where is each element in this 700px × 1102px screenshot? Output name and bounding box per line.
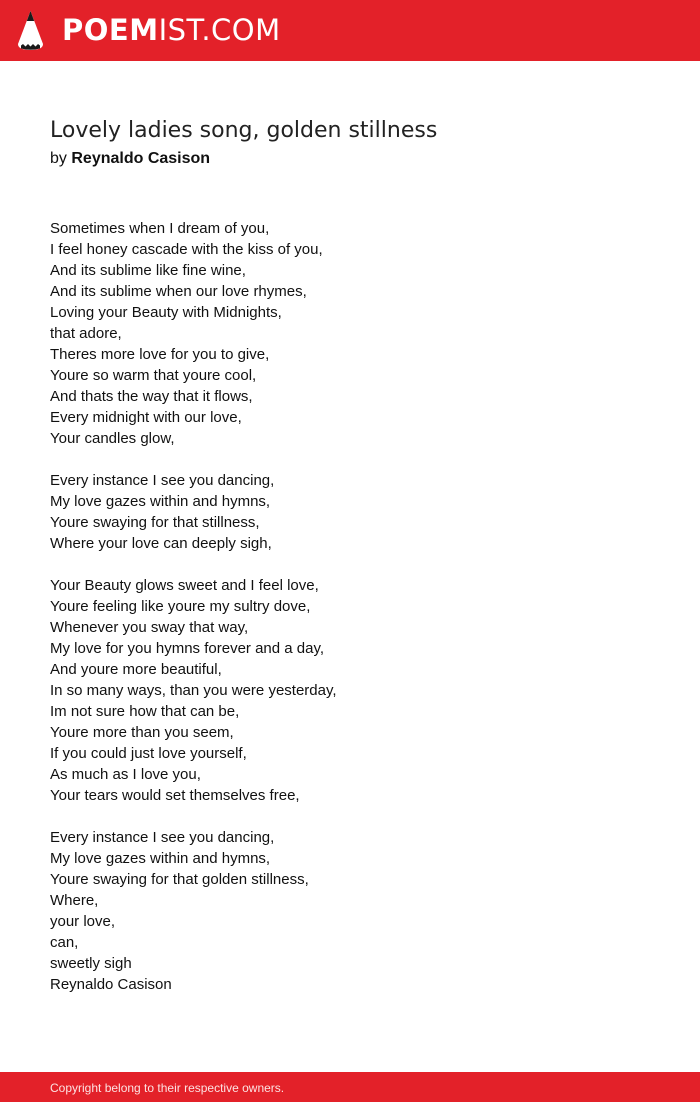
brand-name-light: IST.COM	[158, 13, 281, 47]
poem-line: Youre swaying for that stillness,	[50, 514, 260, 531]
poem-line: Your Beauty glows sweet and I feel love,	[50, 577, 319, 594]
byline	[50, 148, 210, 170]
poem-line: And its sublime when our love rhymes,	[50, 283, 307, 300]
byline-prefix: by	[50, 150, 67, 167]
poem-line: If you could just love yourself,	[50, 745, 247, 762]
poem-stanza	[50, 470, 650, 554]
poem-line: Youre feeling like youre my sultry dove,	[50, 598, 311, 615]
poem-line: And thats the way that it flows,	[50, 388, 253, 405]
poem-line: Loving your Beauty with Midnights,	[50, 304, 282, 321]
poem-line: Where your love can deeply sigh,	[50, 535, 272, 552]
poem-line: Your candles glow,	[50, 430, 175, 447]
poem-line: Theres more love for you to give,	[50, 346, 270, 363]
poem-line: And youre more beautiful,	[50, 661, 222, 678]
poem-line: Youre more than you seem,	[50, 724, 234, 741]
poem-line: As much as I love you,	[50, 766, 201, 783]
poem-line: My love for you hymns forever and a day,	[50, 640, 325, 657]
poem-title: Lovely ladies song, golden stillness	[50, 118, 438, 143]
poem-stanza	[50, 827, 650, 995]
poem-line: I feel honey cascade with the kiss of you,	[50, 241, 323, 258]
poem-line: Im not sure how that can be,	[50, 703, 240, 720]
poem-line: My love gazes within and hymns,	[50, 850, 271, 867]
poem-line: Every instance I see you dancing,	[50, 829, 275, 846]
poem-line: Every instance I see you dancing,	[50, 472, 275, 489]
poem-line: And its sublime like fine wine,	[50, 262, 246, 279]
poem-line: your love,	[50, 913, 116, 930]
poem-line: Reynaldo Casison	[50, 976, 172, 993]
poem-line: Sometimes when I dream of you,	[50, 220, 270, 237]
poem-line: Whenever you sway that way,	[50, 619, 249, 636]
poem-stanza	[50, 575, 650, 806]
poem-stanza	[50, 218, 650, 449]
poem-line: My love gazes within and hymns,	[50, 493, 271, 510]
site-logo-wordmark[interactable]	[62, 13, 281, 47]
poem-line: Youre so warm that youre cool,	[50, 367, 257, 384]
poem-line: Where,	[50, 892, 99, 909]
poem-line: Every midnight with our love,	[50, 409, 242, 426]
pencil-tip-icon[interactable]	[17, 10, 44, 51]
site-header	[0, 0, 700, 61]
author-name: Reynaldo Casison	[71, 150, 211, 167]
copyright-notice: Copyright belong to their respective owners.	[50, 1081, 285, 1095]
brand-name-bold: POEM	[62, 13, 159, 47]
poem-line: that adore,	[50, 325, 122, 342]
poem-line: In so many ways, than you were yesterday,	[50, 682, 337, 699]
poem-body	[50, 218, 650, 1016]
site-footer	[0, 1072, 700, 1102]
poem-line: Youre swaying for that golden stillness,	[50, 871, 309, 888]
poem-line: can,	[50, 934, 79, 951]
poem-line: Your tears would set themselves free,	[50, 787, 300, 804]
poem-line: sweetly sigh	[50, 955, 132, 972]
